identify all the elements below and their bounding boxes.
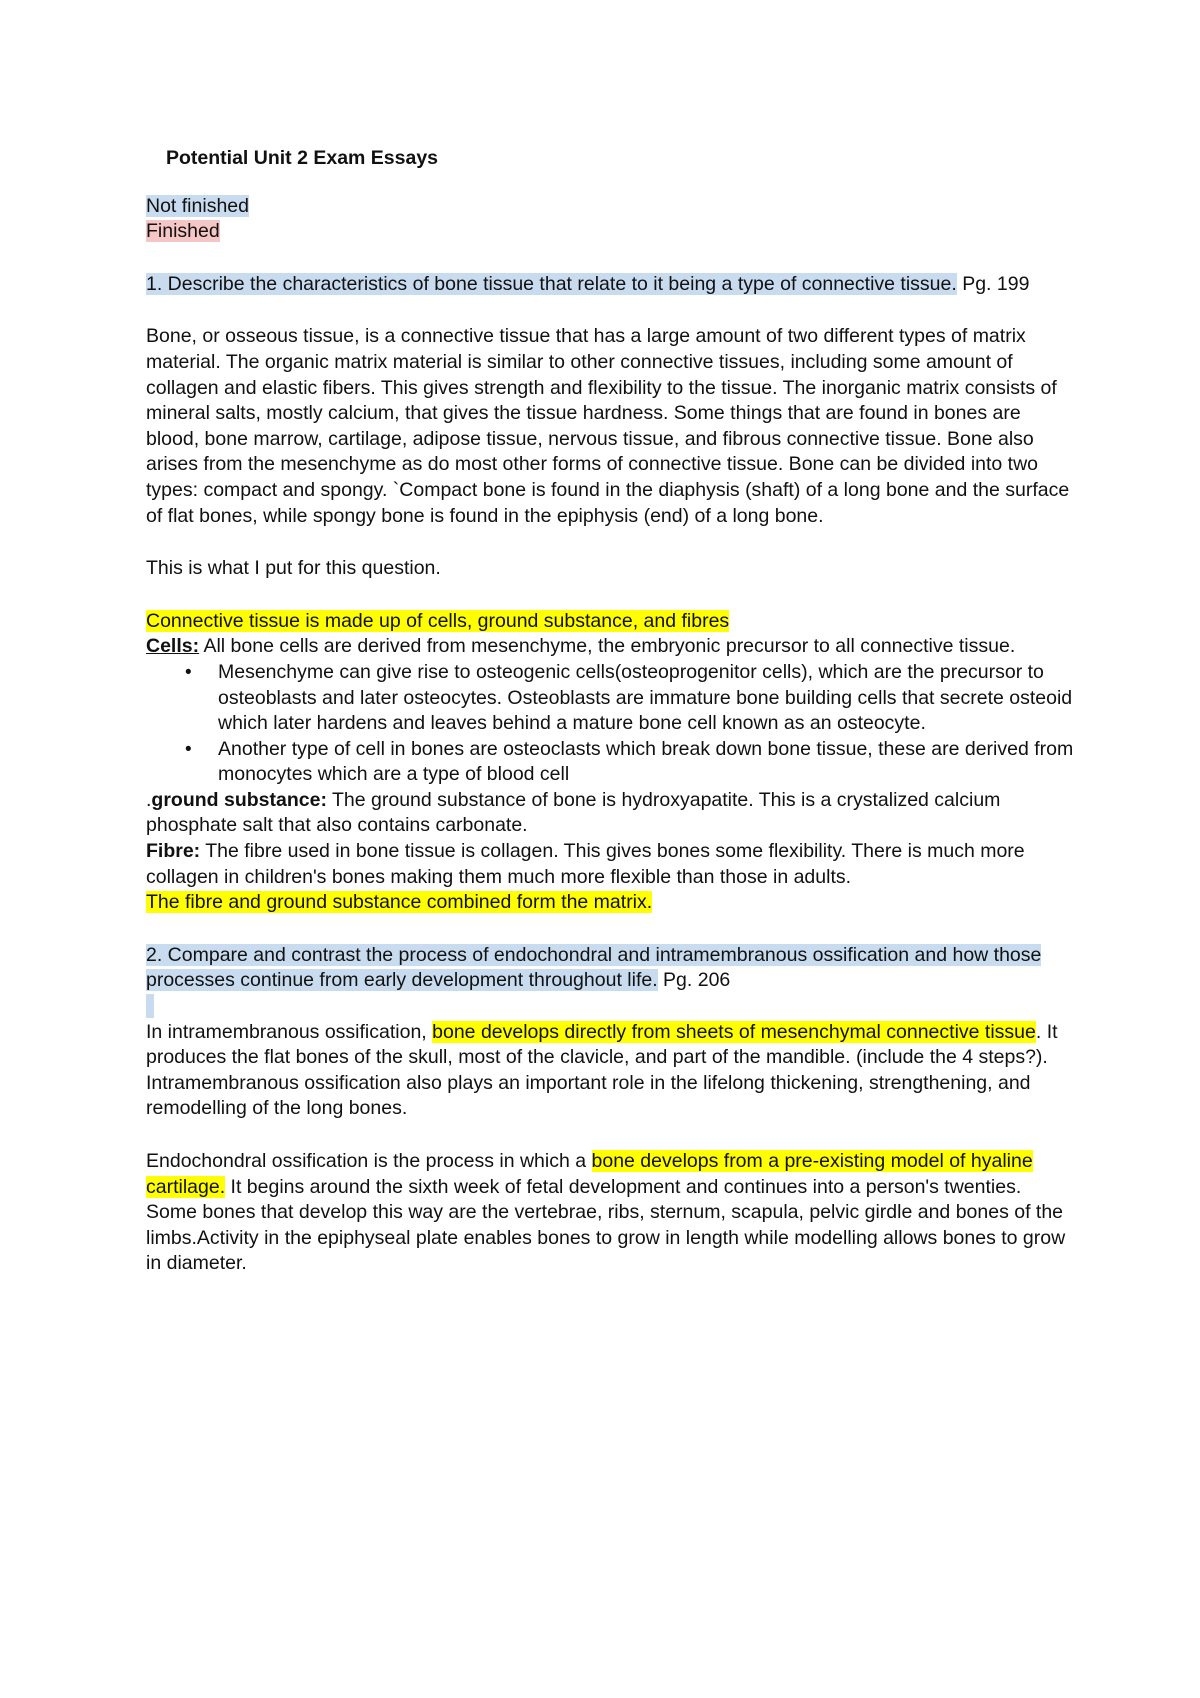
ground-prefix: . <box>146 788 152 811</box>
endochondral-highlight: bone develops from a pre-existing model of hyaline cartilage. <box>146 1150 1033 1198</box>
answer-1-paragraph: Bone, or osseous tissue, is a connective tissue that has a large amount of two different types of matrix material. The organic matrix material is similar to other connective tissues, including some amount of collagen and elastic fibers. This gives strength and flexibility to the tissue. The inorganic matrix consists of mineral salts, mostly calcium, that gives the tissue hardness. Some things that are found in bones are blood, bone marrow, cartilage, adipose tissue, nervous tissue, and fibrous connective tissue. Bone also arises from the mesenchyme as do most other forms of connective tissue. Bone can be divided into two types: compact and spongy. `Compact bone is found in the diaphysis (shaft) of a long bone and the surface of flat bones, while spongy bone is found in the epiphysis (end) of a long bone. <box>146 325 1070 527</box>
summary-heading: Connective tissue is made up of cells, ground substance, and fibres <box>146 609 730 632</box>
cells-paragraph <box>146 634 1076 660</box>
legend-not-finished-label: Not finished <box>146 194 249 217</box>
question-2-page-ref: Pg. 206 <box>657 969 731 992</box>
empty-highlight-line <box>146 994 1076 1020</box>
intramembranous-rest: . It produces the flat bones of the skull, most of the clavicle, and part of the mandible. (include the 4 steps?). Intramembranous ossification also plays an important role in the lifelong thickening, strengthening, and remodelling of the long bones. <box>146 1020 1058 1120</box>
ground-substance-paragraph <box>146 788 1076 839</box>
document-title: Potential Unit 2 Exam Essays <box>166 147 439 169</box>
list-item: • Another type of cell in bones are osteoclasts which break down bone tissue, these are derived from monocytes which are a type of blood cell <box>218 737 1076 788</box>
endochondral-rest: It begins around the sixth week of fetal development and continues into a person's twenties. Some bones that develop this way are the vertebrae, ribs, sternum, scapula, pelvic girdle and bones of the limbs.Activity in the epiphyseal plate enables bones to grow in length while modelling allows bones to grow in diameter. <box>146 1175 1066 1275</box>
list-item: • Mesenchyme can give rise to osteogenic cells(osteoprogenitor cells), which are the precursor to osteoblasts and later osteocytes. Osteoblasts are immature bone building cells that secrete osteoid which later hardens and leaves behind a mature bone cell known as an osteocyte. <box>218 660 1076 737</box>
endochondral-intro: Endochondral ossification is the process in which a <box>146 1150 592 1172</box>
question-2-text: 2. Compare and contrast the process of endochondral and intramembranous ossification and how those processes continue from early development throughout life. <box>146 943 1042 992</box>
fibre-text: The fibre used in bone tissue is collagen. This gives bones some flexibility. There is much more collagen in children's bones making them much more flexible than those in adults. <box>146 840 1025 888</box>
answer-1-note: This is what I put for this question. <box>146 557 441 580</box>
connective-tissue-summary <box>146 609 1076 635</box>
matrix-conclusion-text: The fibre and ground substance combined form the matrix. <box>146 891 653 914</box>
matrix-conclusion <box>146 890 1076 916</box>
fibre-paragraph <box>146 839 1076 890</box>
intramembranous-intro: In intramembranous ossification, <box>146 1020 433 1043</box>
cells-text: All bone cells are derived from mesenchyme, the embryonic precursor to all connective tissue. <box>199 635 1016 658</box>
highlight-marker <box>146 994 154 1018</box>
cells-bullet-list <box>146 660 1076 788</box>
question-2 <box>146 943 1076 994</box>
endochondral-paragraph <box>146 1149 1076 1277</box>
legend-finished-label: Finished <box>146 220 220 243</box>
question-1-page-ref: Pg. 199 <box>956 272 1030 295</box>
legend-not-finished <box>146 194 1076 220</box>
ground-substance-text: The ground substance of bone is hydroxyapatite. This is a crystalized calcium phosphate salt that also contains carbonate. <box>146 788 1001 837</box>
cells-label: Cells: <box>146 635 200 658</box>
intramembranous-highlight: bone develops directly from sheets of mesenchymal connective tissue <box>432 1020 1036 1043</box>
fibre-label: Fibre: <box>146 840 201 863</box>
question-1 <box>146 272 1076 298</box>
question-1-text: 1. Describe the characteristics of bone tissue that relate to it being a type of connective tissue. <box>146 272 957 295</box>
ground-substance-label: ground substance: <box>151 788 327 811</box>
intramembranous-paragraph <box>146 1020 1076 1122</box>
legend-finished <box>146 219 1076 245</box>
document-body <box>146 146 1076 1277</box>
